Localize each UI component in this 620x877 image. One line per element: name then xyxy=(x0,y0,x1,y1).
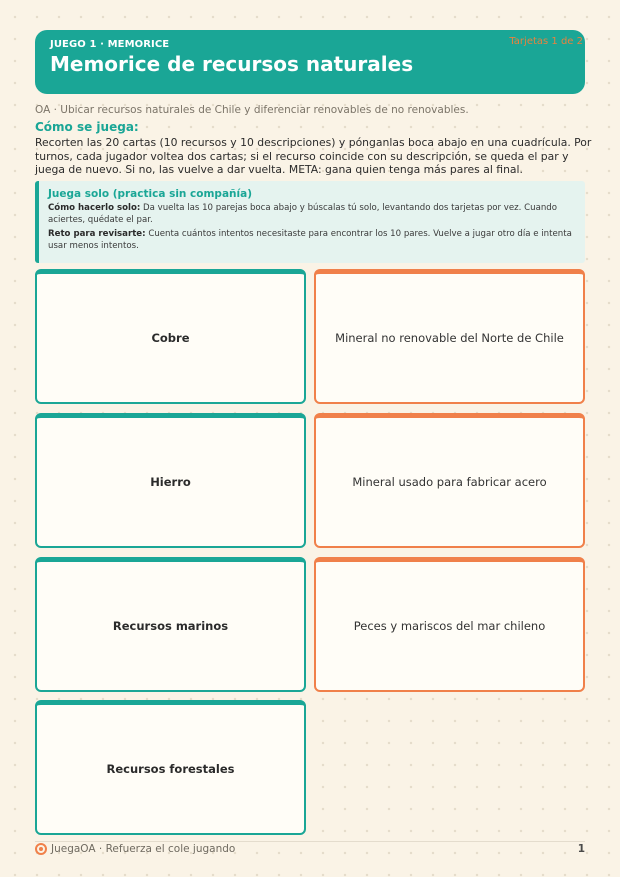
how-to-title: Cómo se juega: xyxy=(35,120,139,134)
game-label: JUEGO 1 · MEMORICE xyxy=(50,39,170,50)
card-label: Recursos forestales xyxy=(106,762,235,776)
solo-how-label: Cómo hacerlo solo: xyxy=(48,203,141,213)
resource-card-forestales xyxy=(35,700,306,835)
brand-logo-icon xyxy=(35,843,47,855)
resource-card-cobre xyxy=(35,269,306,404)
solo-challenge-label: Reto para revisarte: xyxy=(48,229,146,239)
solo-title: Juega solo (practica sin compañía) xyxy=(48,188,252,200)
card-label: Mineral usado para fabricar acero xyxy=(352,475,547,489)
solo-challenge-text: Cuenta cuántos intentos necesitaste para encontrar los 10 pares. Vuelve a jugar otro día e intenta usar menos intentos. xyxy=(48,229,572,251)
description-card-hierro xyxy=(314,413,585,548)
solo-play-box xyxy=(35,181,585,263)
footer-divider xyxy=(35,841,585,842)
page-number: 1 xyxy=(577,843,585,855)
description-card-marinos xyxy=(314,557,585,692)
solo-how-paragraph xyxy=(48,203,575,226)
card-label: Mineral no renovable del Norte de Chile xyxy=(335,331,564,345)
page-header xyxy=(35,30,585,94)
learning-objective: OA · Ubicar recursos naturales de Chile y diferenciar renovables de no renovables. xyxy=(35,104,469,116)
solo-challenge-paragraph xyxy=(48,229,575,252)
resource-card-hierro xyxy=(35,413,306,548)
solo-how-text: Da vuelta las 10 parejas boca abajo y búscalas tú solo, levantando dos tarjetas por vez. Cuando aciertes, quédate el par. xyxy=(48,203,558,225)
card-label: Hierro xyxy=(150,475,191,489)
card-label: Cobre xyxy=(151,331,190,345)
footer-brand: JuegaOA · Refuerza el cole jugando xyxy=(51,843,236,855)
page-footer xyxy=(35,843,585,857)
page-title: Memorice de recursos naturales xyxy=(50,52,414,76)
card-label: Recursos marinos xyxy=(112,619,229,633)
card-label: Peces y mariscos del mar chileno xyxy=(353,619,546,633)
description-card-cobre xyxy=(314,269,585,404)
resource-card-marinos xyxy=(35,557,306,692)
how-to-text: Recorten las 20 cartas (10 recursos y 10 descripciones) y pónganlas boca abajo en una cuadrícula. Por turnos, cada jugador voltea dos cartas; si el recurso coincide con su descripción, se queda el par y juega de nuevo. Si no, las vuelve a dar vuelta. META: gana quien tenga más pares al final. xyxy=(35,136,592,176)
sheet-label: Tarjetas 1 de 2 xyxy=(509,36,583,47)
